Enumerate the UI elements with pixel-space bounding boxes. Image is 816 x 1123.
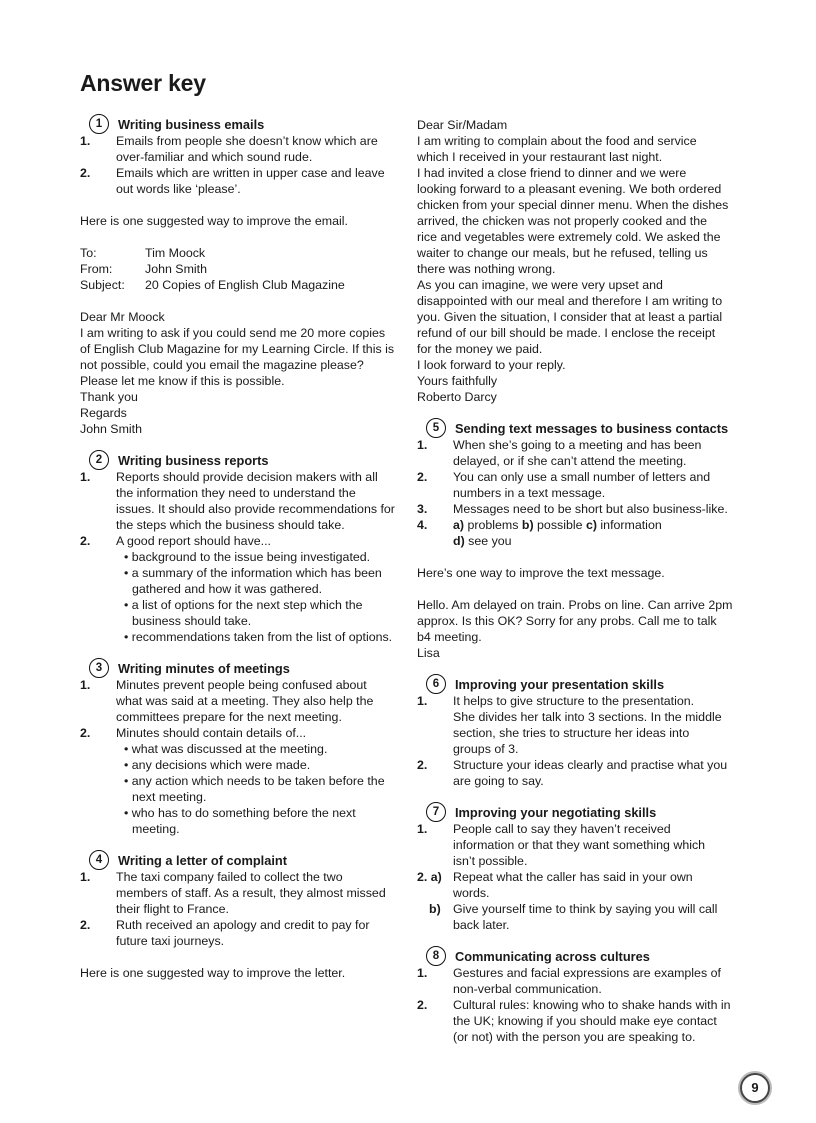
item-text: As you can imagine, we were very upset and — [417, 278, 663, 292]
email-field — [80, 245, 410, 261]
text-line — [417, 181, 747, 197]
section-title: Improving your negotiating skills — [455, 805, 657, 820]
text-line — [417, 565, 747, 581]
text-line — [80, 373, 410, 389]
answer-item — [80, 677, 410, 693]
bullet-item — [80, 629, 410, 645]
item-text: waiter to change our meals, but he refused, telling us — [417, 246, 708, 260]
section-title: Improving your presentation skills — [455, 677, 665, 692]
item-text: Emails which are written in upper case and leave — [116, 166, 385, 180]
answer-item — [80, 869, 410, 885]
item-text: I had invited a close friend to dinner and we were — [417, 166, 687, 180]
item-text: section, she tries to structure her ideas into — [453, 726, 690, 740]
answer-item — [80, 469, 410, 485]
answer-continuation — [417, 885, 747, 901]
text-line — [417, 341, 747, 357]
field-label: Subject: — [80, 278, 125, 292]
item-text: When she’s going to a meeting and has been — [453, 438, 702, 452]
bullet-item — [80, 757, 410, 773]
section-heading — [80, 853, 410, 869]
page-title: Answer key — [80, 70, 206, 96]
email-field — [80, 277, 410, 293]
text-line — [417, 165, 747, 181]
item-text: chicken from your special dinner menu. When the dishes — [417, 198, 729, 212]
bullet-item — [80, 549, 410, 565]
answer-item — [80, 533, 410, 549]
item-number: 1. — [417, 438, 428, 452]
answer-continuation — [80, 885, 410, 901]
answer-item — [417, 693, 747, 709]
answer-continuation — [417, 837, 747, 853]
item-text: Minutes prevent people being confused about — [116, 678, 367, 692]
item-text: isn’t possible. — [453, 854, 528, 868]
item-text: Regards — [80, 406, 127, 420]
blank-line — [417, 661, 747, 677]
text-line — [80, 421, 410, 437]
item-text: approx. Is this OK? Sorry for any probs. Call me to talk — [417, 614, 717, 628]
item-text: you. Given the situation, I consider that at least a partial — [417, 310, 723, 324]
answer-continuation — [417, 485, 747, 501]
option-letter: b) — [521, 518, 534, 532]
field-value: 20 Copies of English Club Magazine — [145, 278, 345, 292]
section-title: Writing a letter of complaint — [118, 853, 287, 868]
item-text: over-familiar and which sound rude. — [116, 150, 313, 164]
section-title: Writing minutes of meetings — [118, 661, 290, 676]
answer-item — [417, 437, 747, 453]
item-text: Please let me know if this is possible. — [80, 374, 285, 388]
section-heading — [417, 949, 747, 965]
text-line — [80, 325, 410, 341]
item-text: A good report should have... — [116, 534, 271, 548]
item-number: 1. — [80, 470, 91, 484]
text-line — [417, 245, 747, 261]
item-text: of English Club Magazine for my Learning Circle. If this is — [80, 342, 395, 356]
item-text: • who has to do something before the next — [124, 806, 356, 820]
section-number-circle: 3 — [89, 658, 109, 678]
item-text: issues. It should also provide recommendations for — [116, 502, 395, 516]
blank-line — [417, 405, 747, 421]
text-line — [80, 341, 410, 357]
item-number: 1. — [417, 822, 428, 836]
item-text: committees prepare for the next meeting. — [116, 710, 342, 724]
item-text: • a list of options for the next step which the — [124, 598, 363, 612]
item-number: 2. — [80, 534, 91, 548]
item-number: 2. a) — [417, 870, 442, 884]
email-field — [80, 261, 410, 277]
item-text: Emails from people she doesn’t know which are — [116, 134, 378, 148]
item-number: b) — [429, 902, 441, 916]
item-number: 2. — [417, 470, 428, 484]
answer-continuation — [80, 485, 410, 501]
text-line — [417, 389, 747, 405]
item-number: 1. — [80, 870, 91, 884]
answer-continuation — [80, 149, 410, 165]
answer-continuation — [80, 517, 410, 533]
answer-item — [417, 757, 747, 773]
item-number: 1. — [417, 966, 428, 980]
blank-line — [417, 581, 747, 597]
option-letter: c) — [585, 518, 597, 532]
answer-continuation — [80, 901, 410, 917]
answer-continuation — [417, 917, 747, 933]
answer-item — [417, 901, 747, 917]
item-text: Dear Sir/Madam — [417, 118, 508, 132]
item-number: 2. — [80, 918, 91, 932]
section-heading — [80, 117, 410, 133]
item-text: Gestures and facial expressions are examples of — [453, 966, 721, 980]
blank-line — [80, 437, 410, 453]
option-letter: d) — [453, 534, 465, 548]
left-column — [80, 117, 410, 981]
item-text: • recommendations taken from the list of options. — [124, 630, 393, 644]
item-text: arrived, the chicken was not properly cooked and the — [417, 214, 707, 228]
text-line — [417, 229, 747, 245]
section-heading — [417, 421, 747, 437]
item-text: their flight to France. — [116, 902, 229, 916]
answer-continuation — [417, 453, 747, 469]
item-text: Hello. Am delayed on train. Probs on line. Can arrive 2pm — [417, 598, 733, 612]
text-line — [80, 213, 410, 229]
item-text: Thank you — [80, 390, 138, 404]
blank-line — [417, 789, 747, 805]
page-number-badge: 9 — [740, 1073, 770, 1103]
item-text: refund of our bill should be made. I enclose the receipt — [417, 326, 716, 340]
blank-line — [417, 549, 747, 565]
item-text: (or not) with the person you are speaking to. — [453, 1030, 696, 1044]
item-text: numbers in a text message. — [453, 486, 606, 500]
answer-item — [417, 965, 747, 981]
answer-item — [417, 869, 747, 885]
text-line — [417, 149, 747, 165]
answer-continuation — [417, 1013, 747, 1029]
answer-item — [417, 997, 747, 1013]
text-line — [80, 965, 410, 981]
section-heading — [417, 805, 747, 821]
field-value: Tim Moock — [145, 246, 206, 260]
item-text: • a summary of the information which has been — [124, 566, 382, 580]
text-line — [417, 213, 747, 229]
text-line — [417, 309, 747, 325]
item-text: gathered and how it was gathered. — [132, 582, 323, 596]
section-number-circle: 4 — [89, 850, 109, 870]
text-line — [417, 629, 747, 645]
item-text: there was nothing wrong. — [417, 262, 556, 276]
item-text: Roberto Darcy — [417, 390, 497, 404]
item-text: Ruth received an apology and credit to pay for — [116, 918, 370, 932]
answer-continuation — [417, 741, 747, 757]
answer-item — [417, 501, 747, 517]
text-line — [417, 373, 747, 389]
bullet-continuation — [80, 821, 410, 837]
item-text: next meeting. — [132, 790, 207, 804]
item-text: • background to the issue being investigated. — [124, 550, 371, 564]
item-text: what was said at a meeting. They also help the — [116, 694, 374, 708]
item-text: People call to say they haven’t received — [453, 822, 671, 836]
item-text: back later. — [453, 918, 510, 932]
blank-line — [80, 293, 410, 309]
item-text: Dear Mr Moock — [80, 310, 165, 324]
answer-continuation — [80, 693, 410, 709]
item-text: Here’s one way to improve the text message. — [417, 566, 665, 580]
text-line — [80, 357, 410, 373]
item-number: 2. — [80, 166, 91, 180]
text-line — [80, 309, 410, 325]
section-title: Writing business reports — [118, 453, 269, 468]
item-text: not possible, could you email the magazine please? — [80, 358, 364, 372]
item-text: words. — [453, 886, 490, 900]
bullet-item — [80, 597, 410, 613]
bullet-item — [80, 741, 410, 757]
bullet-item — [80, 565, 410, 581]
blank-line — [80, 197, 410, 213]
answer-item — [80, 165, 410, 181]
text-line — [417, 277, 747, 293]
text-line — [417, 325, 747, 341]
answer-item — [80, 917, 410, 933]
section-heading — [80, 453, 410, 469]
section-number-circle: 5 — [426, 418, 446, 438]
answer-continuation — [80, 933, 410, 949]
item-text: Cultural rules: knowing who to shake hands with in — [453, 998, 731, 1012]
item-number: 4. — [417, 518, 428, 532]
blank-line — [80, 837, 410, 853]
text-line — [417, 133, 747, 149]
section-number-circle: 7 — [426, 802, 446, 822]
bullet-continuation — [80, 581, 410, 597]
item-text: disappointed with our meal and therefore I am writing to — [417, 294, 723, 308]
item-text: meeting. — [132, 822, 180, 836]
item-number: 2. — [417, 998, 428, 1012]
item-text: the UK; knowing if you should make eye contact — [453, 1014, 717, 1028]
item-text: You can only use a small number of letters and — [453, 470, 711, 484]
item-text: I am writing to ask if you could send me 20 more copies — [80, 326, 386, 340]
item-text: the information they need to understand the — [116, 486, 356, 500]
section-title: Communicating across cultures — [455, 949, 650, 964]
item-text: rice and vegetables were extremely cold. We asked the — [417, 230, 721, 244]
text-line — [417, 197, 747, 213]
item-text: I am writing to complain about the food and service — [417, 134, 697, 148]
text-line — [80, 405, 410, 421]
answer-continuation — [417, 1029, 747, 1045]
item-text: Here is one suggested way to improve the letter. — [80, 966, 346, 980]
item-text: Repeat what the caller has said in your own — [453, 870, 693, 884]
option-answer: possible — [533, 518, 586, 532]
item-text: Give yourself time to think by saying you will call — [453, 902, 718, 916]
item-number: 2. — [80, 726, 91, 740]
item-text: Structure your ideas clearly and practise what you — [453, 758, 728, 772]
option-answer: information — [596, 518, 662, 532]
answer-item — [80, 133, 410, 149]
bullet-continuation — [80, 789, 410, 805]
item-text: Minutes should contain details of... — [116, 726, 307, 740]
text-line — [417, 261, 747, 277]
text-line — [417, 357, 747, 373]
item-text: She divides her talk into 3 sections. In the middle — [453, 710, 722, 724]
answer-item — [80, 725, 410, 741]
bullet-item — [80, 773, 410, 789]
item-text: out words like ‘please’. — [116, 182, 241, 196]
item-text: which I received in your restaurant last night. — [417, 150, 663, 164]
section-heading — [80, 661, 410, 677]
answer-item — [417, 821, 747, 837]
answer-item — [417, 469, 747, 485]
right-column — [417, 117, 747, 1045]
bullet-continuation — [80, 613, 410, 629]
item-text — [453, 517, 662, 533]
answer-continuation — [417, 773, 747, 789]
item-text — [453, 533, 512, 549]
answer-continuation — [417, 725, 747, 741]
blank-line — [417, 933, 747, 949]
text-line — [417, 117, 747, 133]
item-text: looking forward to a pleasant evening. We both ordered — [417, 182, 722, 196]
item-text: are going to say. — [453, 774, 544, 788]
section-heading — [417, 677, 747, 693]
item-text: The taxi company failed to collect the two — [116, 870, 343, 884]
field-label: To: — [80, 246, 97, 260]
item-text: members of staff. As a result, they almost missed — [116, 886, 386, 900]
item-text: Lisa — [417, 646, 440, 660]
item-text: non-verbal communication. — [453, 982, 602, 996]
item-text: Yours faithfully — [417, 374, 498, 388]
text-line — [417, 613, 747, 629]
section-number-circle: 8 — [426, 946, 446, 966]
item-number: 1. — [80, 678, 91, 692]
field-value: John Smith — [145, 262, 207, 276]
item-number: 3. — [417, 502, 428, 516]
item-text: Reports should provide decision makers with all — [116, 470, 378, 484]
answer-continuation — [80, 501, 410, 517]
blank-line — [80, 949, 410, 965]
item-text: b4 meeting. — [417, 630, 482, 644]
answer-continuation — [80, 181, 410, 197]
item-text: the steps which the business should take. — [116, 518, 345, 532]
section-title: Writing business emails — [118, 117, 265, 132]
item-text: Here is one suggested way to improve the email. — [80, 214, 348, 228]
blank-line — [80, 645, 410, 661]
section-title: Sending text messages to business contacts — [455, 421, 729, 436]
option-letter: a) — [453, 518, 465, 532]
text-line — [417, 293, 747, 309]
section-number-circle: 1 — [89, 114, 109, 134]
item-text: delayed, or if she can’t attend the meeting. — [453, 454, 687, 468]
item-number: 2. — [417, 758, 428, 772]
field-label: From: — [80, 262, 113, 276]
answer-continuation — [417, 981, 747, 997]
item-text: It helps to give structure to the presentation. — [453, 694, 695, 708]
answer-continuation — [417, 709, 747, 725]
answer-continuation — [417, 853, 747, 869]
item-number: 1. — [417, 694, 428, 708]
answer-continuation — [417, 533, 747, 549]
section-number-circle: 2 — [89, 450, 109, 470]
item-text: future taxi journeys. — [116, 934, 225, 948]
section-number-circle: 6 — [426, 674, 446, 694]
answer-item — [417, 517, 747, 533]
option-answer: see you — [464, 534, 512, 548]
item-text: business should take. — [132, 614, 252, 628]
item-text: I look forward to your reply. — [417, 358, 566, 372]
text-line — [417, 645, 747, 661]
text-line — [417, 597, 747, 613]
item-text: for the money we paid. — [417, 342, 543, 356]
text-line — [80, 389, 410, 405]
item-text: • what was discussed at the meeting. — [124, 742, 328, 756]
item-text: John Smith — [80, 422, 142, 436]
item-number: 1. — [80, 134, 91, 148]
item-text: • any action which needs to be taken before the — [124, 774, 385, 788]
bullet-item — [80, 805, 410, 821]
option-answer: problems — [464, 518, 522, 532]
item-text: Messages need to be short but also business-like. — [453, 502, 728, 516]
answer-continuation — [80, 709, 410, 725]
blank-line — [80, 229, 410, 245]
item-text: • any decisions which were made. — [124, 758, 311, 772]
item-text: information or that they want something which — [453, 838, 706, 852]
item-text: groups of 3. — [453, 742, 519, 756]
